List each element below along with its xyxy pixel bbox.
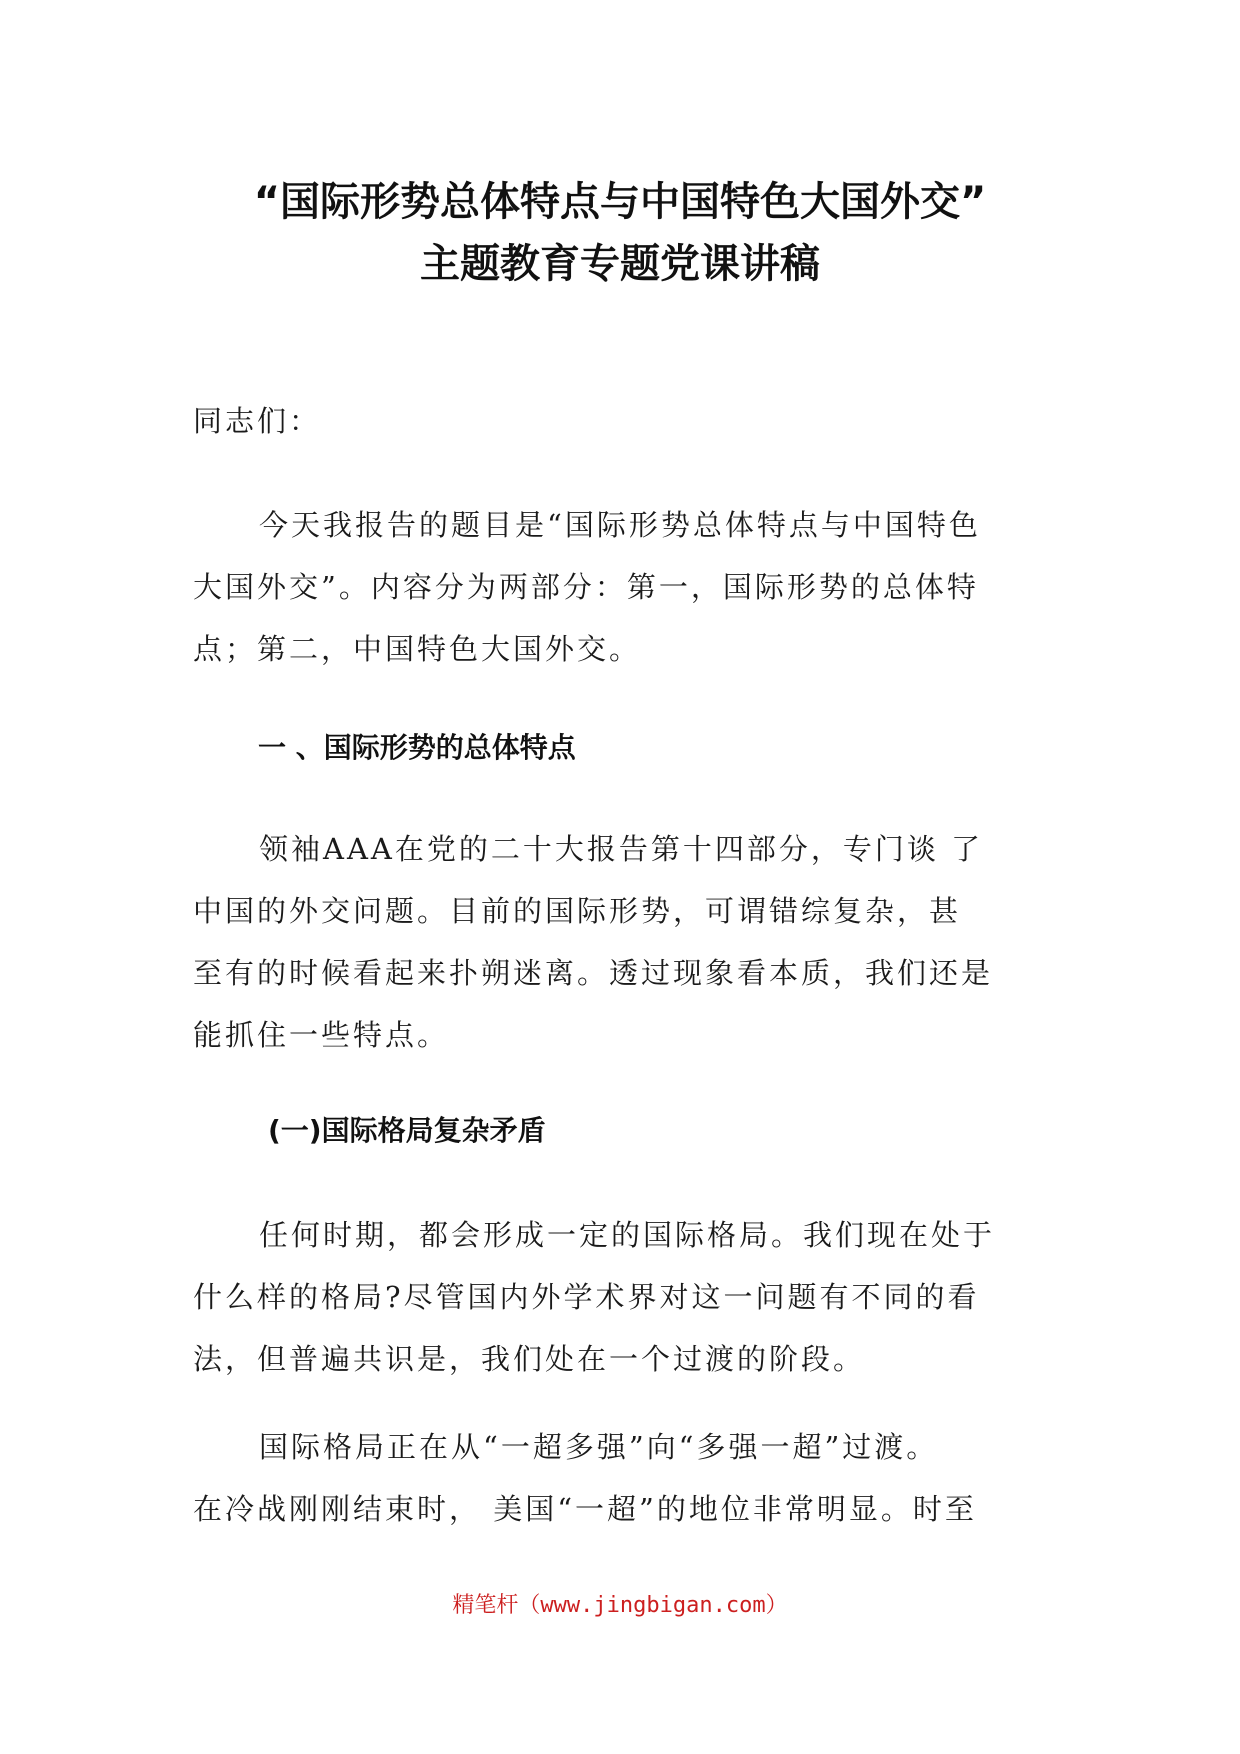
paragraph-line: 点；第二，中国特色大国外交。 (193, 632, 642, 666)
subsection1-paragraph (193, 1204, 1053, 1390)
paragraph-line: 领袖AAA在党的二十大报告第十四部分，专门谈 了 (259, 832, 984, 866)
paragraph-line: 今天我报告的题目是“国际形势总体特点与中国特色 (259, 508, 981, 542)
paragraph-line: 法，但普遍共识是，我们处在一个过渡的阶段。 (193, 1342, 866, 1376)
paragraph-line: 国际格局正在从“一超多强”向“多强一超”过渡。 (259, 1430, 939, 1464)
paragraph-line: 中国的外交问题。目前的国际形势，可谓错综复杂，甚 (193, 894, 962, 928)
section-heading-1: 一 、国际形势的总体特点 (258, 731, 576, 764)
paragraph-line: 大国外交”。内容分为两部分：第一，国际形势的总体特 (193, 570, 979, 604)
paragraph-line: 能抓住一些特点。 (193, 1018, 450, 1052)
paragraph-line: 什么样的格局?尽管国内外学术界对这一问题有不同的看 (193, 1280, 980, 1314)
greeting-text: 同志们： (193, 404, 322, 438)
document-title-line-2: 主题教育专题党课讲稿 (420, 241, 820, 287)
intro-paragraph (193, 494, 1053, 680)
footer-watermark-text: 精笔杆（www.jingbigan.com） (452, 1593, 788, 1618)
greeting (193, 390, 1053, 452)
document-title-line-1: “国际形势总体特点与中国特色大国外交” (253, 179, 987, 225)
paragraph-line: 至有的时候看起来扑朔迷离。透过现象看本质，我们还是 (193, 956, 994, 990)
paragraph-4 (193, 1416, 1053, 1540)
paragraph-line: 任何时期，都会形成一定的国际格局。我们现在处于 (259, 1218, 996, 1252)
subsection-heading-1: (一)国际格局复杂矛盾 (268, 1114, 546, 1147)
section1-paragraph (193, 818, 1053, 1066)
paragraph-line: 在冷战刚刚结束时， 美国“一超”的地位非常明显。时至 (193, 1492, 977, 1526)
